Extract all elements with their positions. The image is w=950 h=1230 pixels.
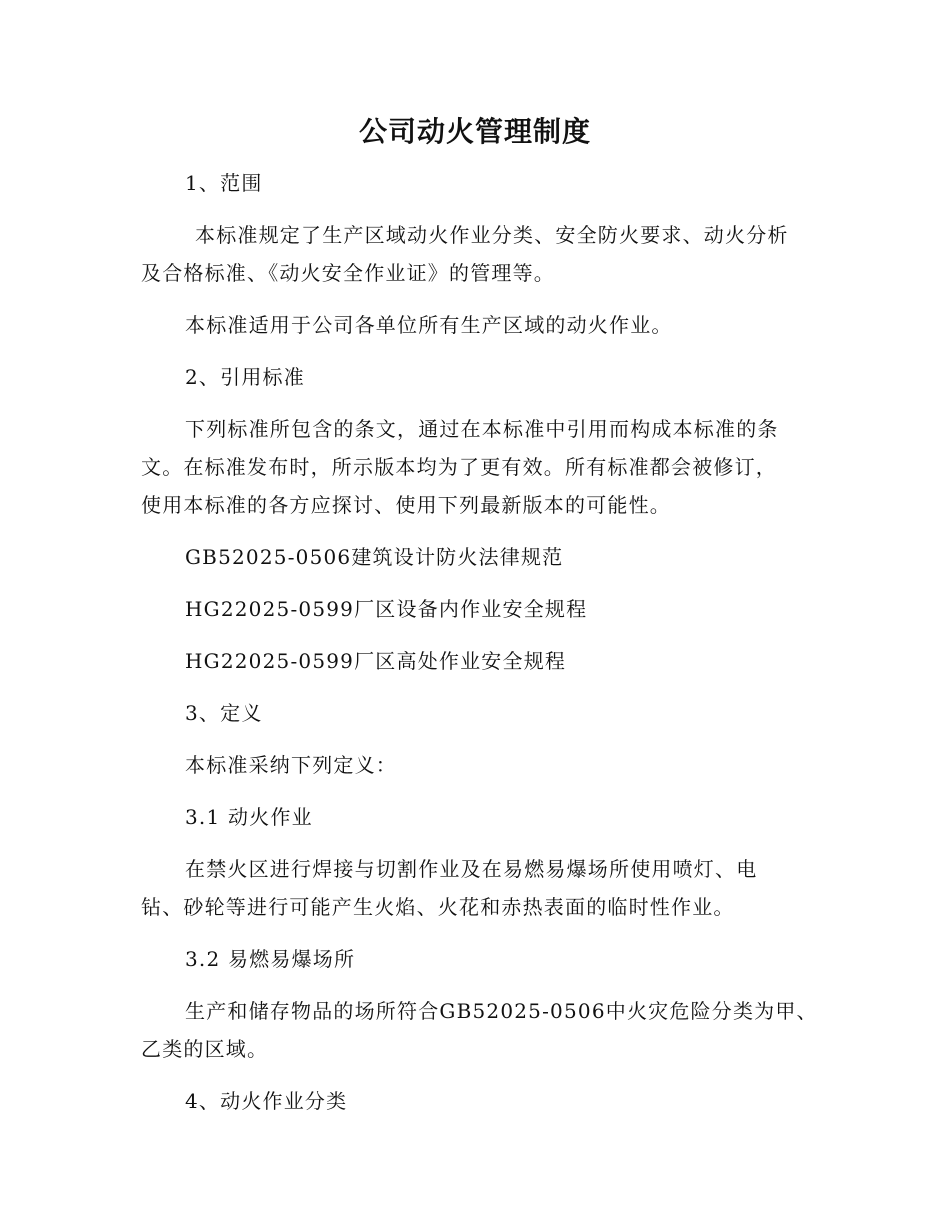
section-4-heading: 4、动火作业分类: [185, 1089, 348, 1113]
section-2-heading: 2、引用标准: [185, 365, 305, 389]
text-line: 本标准规定了生产区域动火作业分类、安全防火要求、动火分析: [195, 223, 789, 247]
reference-standard-3: HG22025-0599厂区高处作业安全规程: [185, 649, 567, 673]
text-line: 及合格标准、《动火安全作业证》的管理等。: [141, 261, 555, 285]
section-1-paragraph-2: 本标准适用于公司各单位所有生产区域的动火作业。: [185, 313, 673, 337]
text-line: 钻、砂轮等进行可能产生火焰、火花和赤热表面的临时性作业。: [141, 895, 735, 919]
section-3-intro: 本标准采纳下列定义：: [185, 753, 397, 777]
section-1-paragraph-1: [141, 216, 811, 292]
text-line: 在禁火区进行焊接与切割作业及在易燃易爆场所使用喷灯、电: [185, 857, 758, 881]
section-2-paragraph-1: [141, 410, 811, 524]
section-3-2-paragraph: [141, 992, 818, 1068]
section-3-2-heading: 3.2 易燃易爆场所: [185, 947, 356, 971]
text-line: 生产和储存物品的场所符合GB52025-0506中火灾危险分类为甲、: [185, 999, 818, 1023]
text-line: 文。在标准发布时，所示版本均为了更有效。所有标准都会被修订，: [141, 455, 777, 479]
reference-standard-2: HG22025-0599厂区设备内作业安全规程: [185, 597, 588, 621]
section-3-heading: 3、定义: [185, 701, 263, 725]
section-3-1-paragraph: [141, 850, 811, 926]
section-1-heading: 1、范围: [185, 171, 263, 195]
reference-standard-1: GB52025-0506建筑设计防火法律规范: [185, 545, 564, 569]
text-line: 下列标准所包含的条文，通过在本标准中引用而构成本标准的条: [185, 417, 779, 441]
section-3-1-heading: 3.1 动火作业: [185, 805, 313, 829]
document-title: 公司动火管理制度: [358, 115, 591, 148]
text-line: 使用本标准的各方应探讨、使用下列最新版本的可能性。: [141, 493, 671, 517]
text-line: 乙类的区域。: [141, 1037, 269, 1061]
